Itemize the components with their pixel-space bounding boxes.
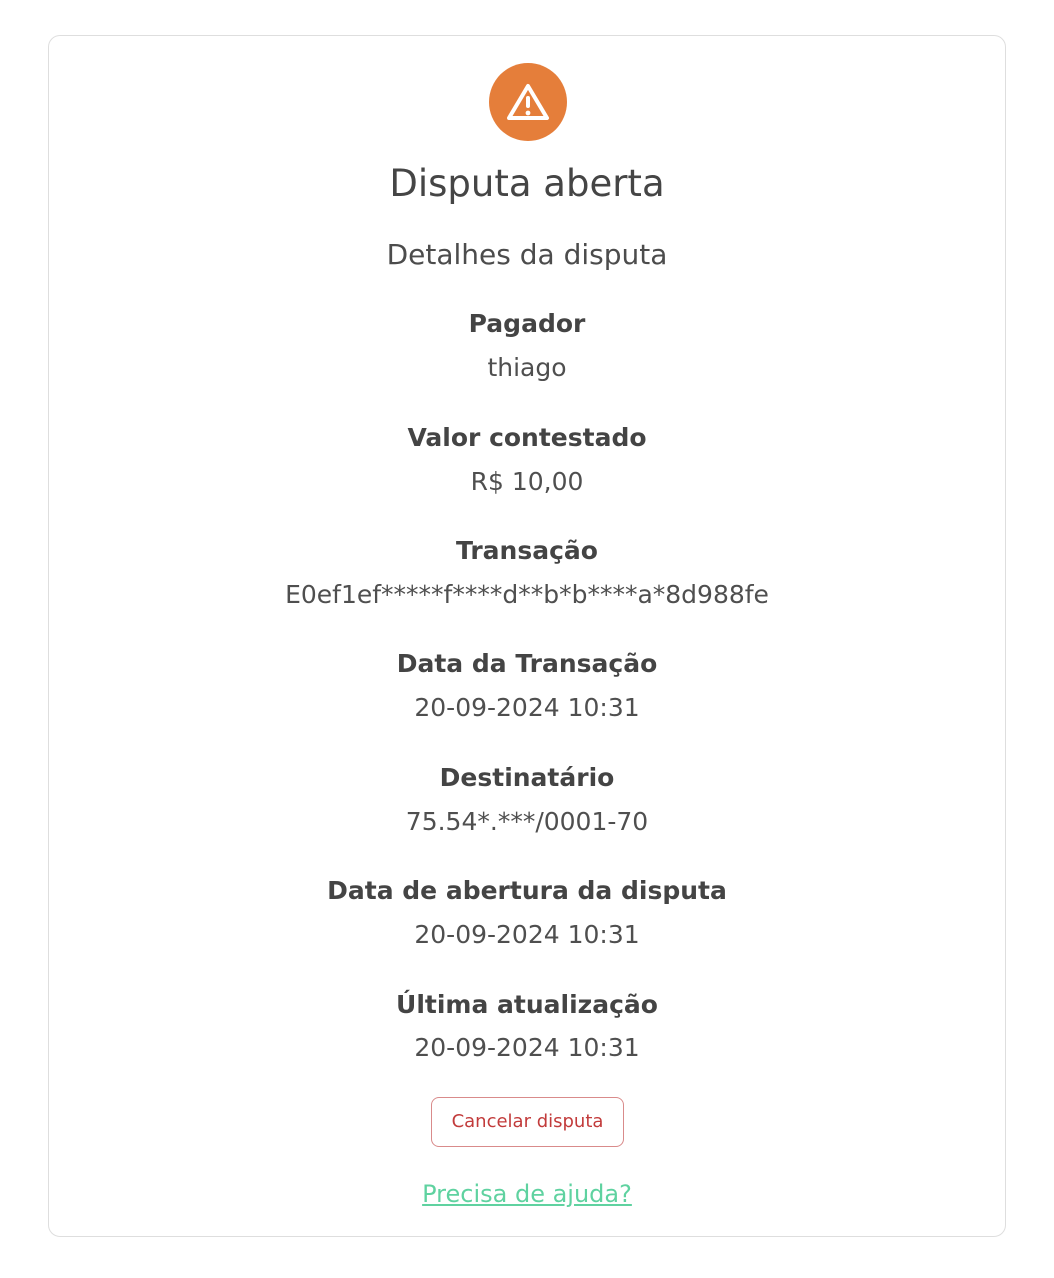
- page-title: Disputa aberta: [389, 162, 665, 205]
- cancel-dispute-button[interactable]: Cancelar disputa: [431, 1097, 624, 1147]
- transaction-label: Transação: [456, 536, 598, 565]
- recipient-label: Destinatário: [439, 763, 615, 792]
- transaction-value: E0ef1ef*****f****d**b*b****a*8d988fe: [285, 580, 769, 609]
- dispute-card: [48, 35, 1006, 1237]
- last-update-value: 20-09-2024 10:31: [414, 1033, 640, 1062]
- opening-date-label: Data de abertura da disputa: [327, 876, 727, 905]
- payer-label: Pagador: [468, 309, 586, 338]
- help-link[interactable]: Precisa de ajuda?: [422, 1180, 632, 1208]
- transaction-date-label: Data da Transação: [396, 649, 658, 678]
- warning-badge: [489, 63, 567, 141]
- transaction-date-value: 20-09-2024 10:31: [414, 693, 640, 722]
- last-update-label: Última atualização: [396, 990, 658, 1019]
- disputed-amount-label: Valor contestado: [407, 423, 647, 452]
- disputed-amount-value: R$ 10,00: [470, 467, 584, 496]
- opening-date-value: 20-09-2024 10:31: [414, 920, 640, 949]
- recipient-value: 75.54*.***/0001-70: [405, 807, 649, 836]
- payer-value: thiago: [487, 353, 567, 382]
- details-heading: Detalhes da disputa: [386, 238, 668, 271]
- warning-triangle-icon: [505, 82, 551, 122]
